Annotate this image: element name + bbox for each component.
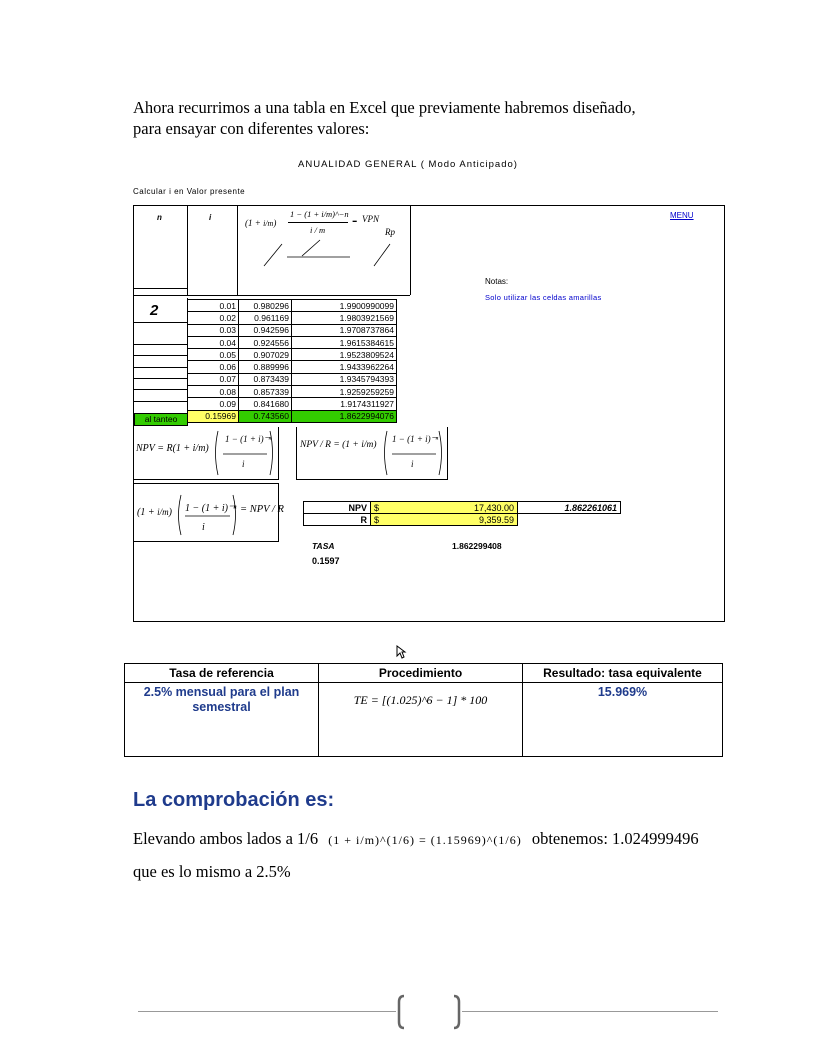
- tasa-label: TASA: [312, 541, 335, 551]
- value-b: 1.9345794393: [292, 373, 397, 385]
- svg-text:1 − (1 + i)⁻ⁿ: 1 − (1 + i)⁻ⁿ: [225, 434, 272, 444]
- comprobacion-line-2: que es lo mismo a 2.5%: [133, 862, 291, 881]
- values-table: [187, 299, 397, 423]
- value-i: 0.02: [188, 312, 239, 324]
- npv-formula-lhs: NPV = R(1 + i/m): [136, 443, 209, 454]
- value-a: 0.942596: [239, 324, 292, 336]
- n-rule: [133, 378, 187, 379]
- n-rule: [133, 401, 187, 402]
- tasa-factor: 1.862299408: [452, 541, 502, 551]
- r-label: R: [304, 514, 371, 526]
- header-rule-left: [133, 288, 187, 289]
- r-currency: $: [374, 514, 380, 525]
- value-b: 1.8622994076: [292, 410, 397, 422]
- value-a: 0.889996: [239, 361, 292, 373]
- footer-bracket-icon: [394, 994, 464, 1030]
- value-a: 0.924556: [239, 336, 292, 348]
- reference-row: [125, 683, 723, 757]
- table-row: [188, 300, 397, 312]
- value-a: 0.980296: [239, 300, 292, 312]
- value-i: 0.01: [188, 300, 239, 312]
- npv-formula-fraction: [213, 428, 275, 478]
- reference-header-row: [125, 664, 723, 683]
- intro-paragraph: [133, 97, 723, 139]
- tanteo-label-cell: al tanteo: [134, 413, 188, 426]
- value-b: 1.9803921569: [292, 312, 397, 324]
- value-i: 0.07: [188, 373, 239, 385]
- ref-tasa: 2.5% mensual para el plan semestral: [125, 683, 319, 757]
- header-formula-bar: [288, 222, 348, 223]
- col-divider-i: [237, 205, 238, 295]
- value-i: 0.03: [188, 324, 239, 336]
- header-formula-bottom: i / m: [310, 225, 326, 235]
- table-row: [188, 373, 397, 385]
- npv-label: NPV: [304, 502, 371, 514]
- npv-ratio: 1.862261061: [518, 502, 621, 514]
- ref-procedimiento: TE = [(1.025)^6 − 1] * 100: [319, 683, 523, 757]
- table-row: [188, 349, 397, 361]
- svg-text:1 − (1 + i)⁻ⁿ: 1 − (1 + i)⁻ⁿ: [392, 434, 439, 444]
- value-a: 0.961169: [239, 312, 292, 324]
- footer-rule-left: [138, 1011, 396, 1012]
- value-a: 0.857339: [239, 386, 292, 398]
- npv-over-r-fraction: [382, 428, 444, 478]
- r-value-cell[interactable]: [371, 514, 518, 526]
- menu-link[interactable]: MENU: [670, 211, 694, 220]
- n-value-cell: 2: [150, 302, 159, 319]
- header-bottom-rule: [133, 295, 410, 296]
- bottom-formula-base: (1 + i/m): [137, 507, 172, 518]
- col-divider-formula: [410, 205, 411, 295]
- n-rule: [133, 344, 187, 345]
- value-i: 0.04: [188, 336, 239, 348]
- header-minus: -: [352, 212, 358, 229]
- value-b: 1.9433962264: [292, 361, 397, 373]
- intro-line-2: para ensayar con diferentes valores:: [133, 119, 370, 138]
- comprobacion-lead: Elevando ambos lados a 1/6: [133, 829, 319, 848]
- header-diagonals: [262, 238, 392, 268]
- ref-resultado: 15.969%: [523, 683, 723, 757]
- r-value: 9,359.59: [478, 514, 514, 525]
- comprobacion-line: [133, 829, 699, 849]
- header-rp: Rp: [385, 227, 395, 237]
- notes-text: Solo utilizar las celdas amarillas: [485, 293, 602, 302]
- value-i: 0.06: [188, 361, 239, 373]
- value-b: 1.9174311927: [292, 398, 397, 410]
- npv-table: [303, 501, 621, 526]
- table-row: [188, 386, 397, 398]
- comprobacion-formula: (1 + i/m)^(1/6) = (1.15969)^(1/6): [328, 833, 522, 847]
- header-tasa: Tasa de referencia: [125, 664, 319, 683]
- header-resultado: Resultado: tasa equivalente: [523, 664, 723, 683]
- header-formula-base: (1 + i/m): [245, 218, 277, 228]
- svg-text:i: i: [202, 522, 205, 533]
- footer-rule-right: [462, 1011, 718, 1012]
- value-i: 0.05: [188, 349, 239, 361]
- notes-label: Notas:: [485, 277, 509, 286]
- col-header-i: i: [209, 213, 212, 222]
- n-rule: [133, 389, 187, 390]
- npv-value-cell[interactable]: [371, 502, 518, 514]
- value-b: 1.9523809524: [292, 349, 397, 361]
- comprobacion-result: obtenemos: 1.024999496: [531, 829, 699, 848]
- value-i: 0.09: [188, 398, 239, 410]
- npv-over-r-lhs: NPV / R = (1 + i/m): [300, 440, 377, 450]
- svg-text:1 − (1 + i)⁻ⁿ: 1 − (1 + i)⁻ⁿ: [185, 503, 237, 514]
- text-cursor-icon: [395, 644, 407, 660]
- value-i[interactable]: 0.15969: [188, 410, 239, 422]
- header-procedimiento: Procedimiento: [319, 664, 523, 683]
- col-header-n: n: [157, 213, 162, 222]
- sheet-subtitle: Calcular i en Valor presente: [133, 187, 246, 196]
- reference-table: [124, 663, 723, 757]
- value-b: 1.9615384615: [292, 336, 397, 348]
- bottom-formula-rhs: = NPV / R: [240, 504, 284, 515]
- comprobacion-title: La comprobación es:: [133, 789, 335, 811]
- table-row: [188, 312, 397, 324]
- tasa-value: 0.1597: [312, 556, 340, 566]
- npv-row: [304, 502, 621, 514]
- n-column: [133, 298, 188, 423]
- table-row: [188, 398, 397, 410]
- svg-text:i: i: [242, 459, 245, 469]
- header-formula-top: 1 − (1 + i/m)^−n: [290, 209, 349, 219]
- value-a: 0.841680: [239, 398, 292, 410]
- r-row: [304, 514, 621, 526]
- intro-line-1: Ahora recurrimos a una tabla en Excel que previamente habremos diseñado,: [133, 98, 636, 117]
- table-row: [188, 336, 397, 348]
- value-i: 0.08: [188, 386, 239, 398]
- npv-currency: $: [374, 502, 380, 513]
- value-a: 0.743560: [239, 410, 292, 422]
- bottom-formula-fraction: [176, 485, 238, 537]
- value-b: 1.9708737864: [292, 324, 397, 336]
- value-a: 0.873439: [239, 373, 292, 385]
- table-row: [188, 324, 397, 336]
- sheet-title: ANUALIDAD GENERAL ( Modo Anticipado): [298, 159, 518, 170]
- value-b: 1.9259259259: [292, 386, 397, 398]
- tanteo-row: [188, 410, 397, 422]
- value-a: 0.907029: [239, 349, 292, 361]
- n-rule: [133, 367, 187, 368]
- n-rule: [133, 355, 187, 356]
- npv-value: 17,430.00: [473, 502, 514, 513]
- svg-text:i: i: [411, 459, 414, 469]
- col-divider-n: [187, 205, 188, 295]
- header-vpn: VPN: [362, 214, 379, 224]
- n-rule: [133, 322, 187, 323]
- table-row: [188, 361, 397, 373]
- value-b: 1.9900990099: [292, 300, 397, 312]
